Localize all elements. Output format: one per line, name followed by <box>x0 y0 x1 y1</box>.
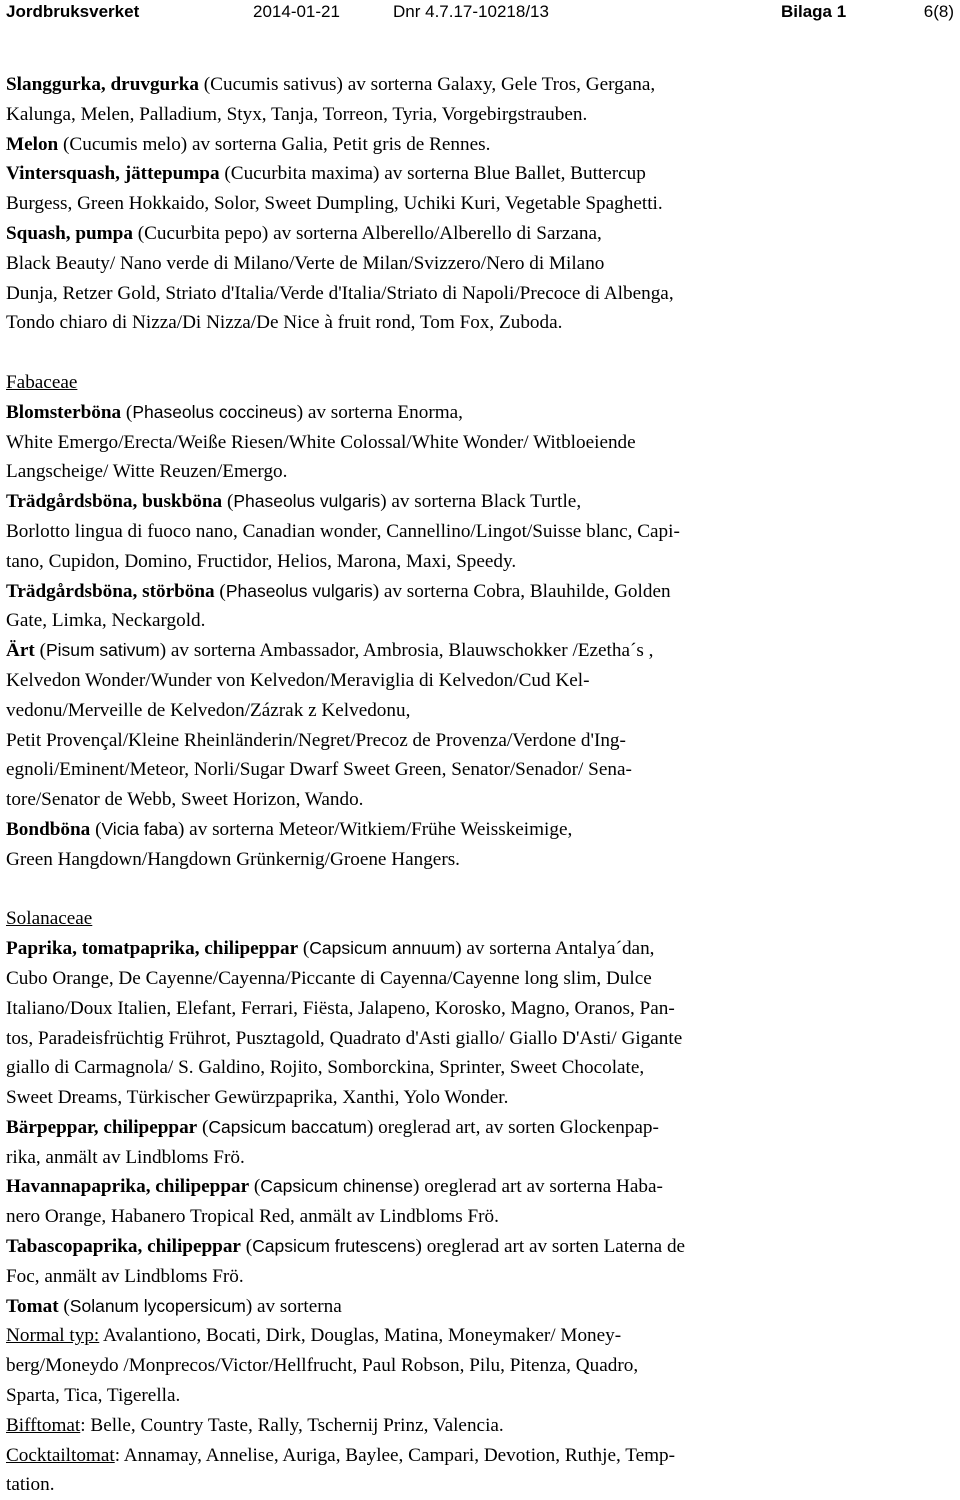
text-line: Kalunga, Melen, Palladium, Styx, Tanja, Torreon, Tyria, Vorgebirgstrauben. <box>6 103 588 125</box>
header-reference-number: Dnr 4.7.17-10218/13 <box>393 2 549 21</box>
species-name: Tomat <box>6 1295 59 1317</box>
text-span: ) av sorterna Ambassador, Ambrosia, Blauwschokker /Ezetha´s , <box>159 640 654 662</box>
species-name: Trädgårdsböna, buskböna <box>6 491 223 513</box>
scientific-name: Capsicum chinense <box>260 1176 414 1197</box>
text-span: ) oreglerad art, av sorten Glockenpap- <box>366 1116 659 1138</box>
text-span: ( <box>222 491 234 513</box>
species-name: Ärt <box>6 640 35 662</box>
family-heading-solanaceae <box>6 904 956 934</box>
text-span: ( <box>58 1295 70 1317</box>
header-attachment-label: Bilaga 1 <box>781 2 847 21</box>
species-name: Paprika, tomatpaprika, chilipeppar <box>6 938 299 960</box>
text-line: Cubo Orange, De Cayenne/Cayenna/Piccante di Cayenna/Cayenne long slim, Dulce <box>6 967 652 989</box>
header-organization: Jordbruksverket <box>6 2 140 21</box>
text-line: egnoli/Eminent/Meteor, Norli/Sugar Dwarf Sweet Green, Senator/Senador/ Sena- <box>6 759 632 781</box>
text-line: Borlotto lingua di fuoco nano, Canadian wonder, Cannellino/Lingot/Suisse blanc, Capi- <box>6 520 680 542</box>
text-line <box>6 815 956 845</box>
paragraph-gap <box>6 338 956 368</box>
text-span: (Cucumis melo) av sorterna Galia, Petit gris de Rennes. <box>58 133 491 155</box>
scientific-name: Capsicum frutescens <box>252 1236 416 1257</box>
subtype-label: Normal typ: <box>6 1325 100 1347</box>
text-line: tore/Senator de Webb, Sweet Horizon, Wando. <box>6 789 364 811</box>
text-span: ) oreglerad art av sorterna Haba- <box>413 1176 663 1198</box>
species-name: Vintersquash, jättepumpa <box>6 163 220 185</box>
text-span: ) av sorterna Enorma, <box>296 401 463 423</box>
text-line <box>6 130 956 160</box>
paragraph-gap <box>6 875 956 905</box>
text-line: nero Orange, Habanero Tropical Red, anmält av Lindbloms Frö. <box>6 1206 499 1228</box>
text-line: Dunja, Retzer Gold, Striato d'Italia/Verde d'Italia/Striato di Napoli/Precoce di Albenga, <box>6 282 674 304</box>
scientific-name: Phaseolus vulgaris <box>233 491 381 512</box>
text-span: ( <box>240 1236 253 1258</box>
text-line: tos, Paradeisfrüchtig Frührot, Pusztagold, Quadrato d'Asti giallo/ Giallo D'Asti/ Gigante <box>6 1027 683 1049</box>
text-span: ( <box>34 640 46 662</box>
species-name: Tabascopaprika, chilipeppar <box>6 1236 241 1258</box>
header-page-number: 6(8) <box>923 2 954 21</box>
text-span: ( <box>249 1176 261 1198</box>
scientific-name: Capsicum baccatum <box>208 1116 367 1137</box>
family-heading-fabaceae <box>6 368 956 398</box>
text-span: ( <box>121 401 133 423</box>
text-span: ) av sorterna Black Turtle, <box>380 491 582 513</box>
subtype-label: Bifftomat <box>6 1414 81 1436</box>
text-span: ( <box>197 1116 209 1138</box>
species-name: Blomsterböna <box>6 401 122 423</box>
scientific-name: Solanum lycopersicum <box>69 1295 246 1316</box>
scientific-name: Capsicum annuum <box>309 938 456 959</box>
text-span: ) av sorterna Meteor/Witkiem/Frühe Weisskeimige, <box>178 818 573 840</box>
text-line: Petit Provençal/Kleine Rheinländerin/Negret/Precoz de Provenza/Verdone d'Ing- <box>6 729 626 751</box>
text-line: Langscheige/ Witte Reuzen/Emergo. <box>6 461 288 483</box>
header-date: 2014-01-21 <box>253 2 340 21</box>
text-line <box>6 1172 956 1202</box>
text-line <box>6 1232 956 1262</box>
page-header <box>6 0 954 24</box>
text-line: Green Hangdown/Hangdown Grünkernig/Groene Hangers. <box>6 848 460 870</box>
species-name: Bondböna <box>6 818 91 840</box>
species-name: Trädgårdsböna, störböna <box>6 580 215 602</box>
text-line <box>6 70 956 100</box>
species-name: Melon <box>6 133 59 155</box>
text-line: Black Beauty/ Nano verde di Milano/Verte de Milan/Svizzero/Nero di Milano <box>6 252 605 274</box>
text-line: Foc, anmält av Lindbloms Frö. <box>6 1265 244 1287</box>
text-span: ( <box>298 938 310 960</box>
text-line: Burgess, Green Hokkaido, Solor, Sweet Dumpling, Uchiki Kuri, Vegetable Spaghetti. <box>6 193 663 215</box>
scientific-name: Phaseolus coccineus <box>132 401 297 422</box>
text-line: Sparta, Tica, Tigerella. <box>6 1385 181 1407</box>
text-span: ) av sorterna <box>245 1295 342 1317</box>
text-span: Avalantiono, Bocati, Dirk, Douglas, Matina, Moneymaker/ Money- <box>99 1325 622 1347</box>
text-line <box>6 1113 956 1143</box>
text-line <box>6 577 956 607</box>
text-span: : Annamay, Annelise, Auriga, Baylee, Campari, Devotion, Ruthje, Temp- <box>114 1444 676 1466</box>
scientific-name: Vicia faba <box>101 818 178 839</box>
text-line: Tondo chiaro di Nizza/Di Nizza/De Nice à fruit rond, Tom Fox, Zuboda. <box>6 312 563 334</box>
species-name: Bärpeppar, chilipeppar <box>6 1116 198 1138</box>
species-name: Squash, pumpa <box>6 222 133 244</box>
text-line: Sweet Dreams, Türkischer Gewürzpaprika, Xanthi, Yolo Wonder. <box>6 1087 509 1109</box>
scientific-name: Pisum sativum <box>45 640 160 661</box>
text-line <box>6 398 956 428</box>
text-line <box>6 1411 956 1441</box>
text-span: (Cucumis sativus) av sorterna Galaxy, Gele Tros, Gergana, <box>199 74 656 95</box>
text-line <box>6 934 956 964</box>
text-line: rika, anmält av Lindbloms Frö. <box>6 1146 245 1168</box>
text-span: ) av sorterna Antalya´dan, <box>455 938 655 960</box>
text-line: berg/Moneydo /Monprecos/Victor/Hellfrucht, Paul Robson, Pilu, Pitenza, Quadro, <box>6 1355 639 1377</box>
text-line: Italiano/Doux Italien, Elefant, Ferrari, Fiësta, Jalapeno, Korosko, Magno, Oranos, Pan- <box>6 997 675 1019</box>
scientific-name: Phaseolus vulgaris <box>225 580 373 601</box>
family-heading-text: Solanaceae <box>6 908 93 930</box>
text-line: Kelvedon Wonder/Wunder von Kelvedon/Meraviglia di Kelvedon/Cud Kel- <box>6 669 590 691</box>
text-line: tation. <box>6 1474 55 1496</box>
text-line <box>6 159 956 189</box>
text-span: ( <box>214 580 226 602</box>
text-span: (Cucurbita maxima) av sorterna Blue Ballet, Buttercup <box>219 163 646 185</box>
text-span: ) oreglerad art av sorten Laterna de <box>415 1236 686 1258</box>
species-name: Slanggurka, druvgurka <box>6 74 199 95</box>
text-line: Gate, Limka, Neckargold. <box>6 610 206 632</box>
text-span: : Belle, Country Taste, Rally, Tschernij Prinz, Valencia. <box>80 1414 504 1436</box>
text-line <box>6 219 956 249</box>
text-line <box>6 487 956 517</box>
text-line: vedonu/Merveille de Kelvedon/Zázrak z Kelvedonu, <box>6 699 411 721</box>
text-line <box>6 636 956 666</box>
text-line <box>6 1321 956 1351</box>
family-heading-text: Fabaceae <box>6 371 78 393</box>
species-name: Havannapaprika, chilipeppar <box>6 1176 250 1198</box>
text-span: ( <box>90 818 102 840</box>
text-line <box>6 1292 956 1322</box>
text-line: White Emergo/Erecta/Weiße Riesen/White Colossal/White Wonder/ Witbloeiende <box>6 431 636 453</box>
text-line: tano, Cupidon, Domino, Fructidor, Helios, Marona, Maxi, Speedy. <box>6 550 517 572</box>
text-span: (Cucurbita pepo) av sorterna Alberello/Alberello di Sarzana, <box>132 222 602 244</box>
text-span: ) av sorterna Cobra, Blauhilde, Golden <box>372 580 671 602</box>
subtype-label: Cocktailtomat <box>6 1444 115 1466</box>
document-body <box>6 70 956 1500</box>
text-line <box>6 1441 956 1471</box>
text-line: giallo di Carmagnola/ S. Galdino, Rojito, Somborckina, Sprinter, Sweet Chocolate, <box>6 1057 645 1079</box>
